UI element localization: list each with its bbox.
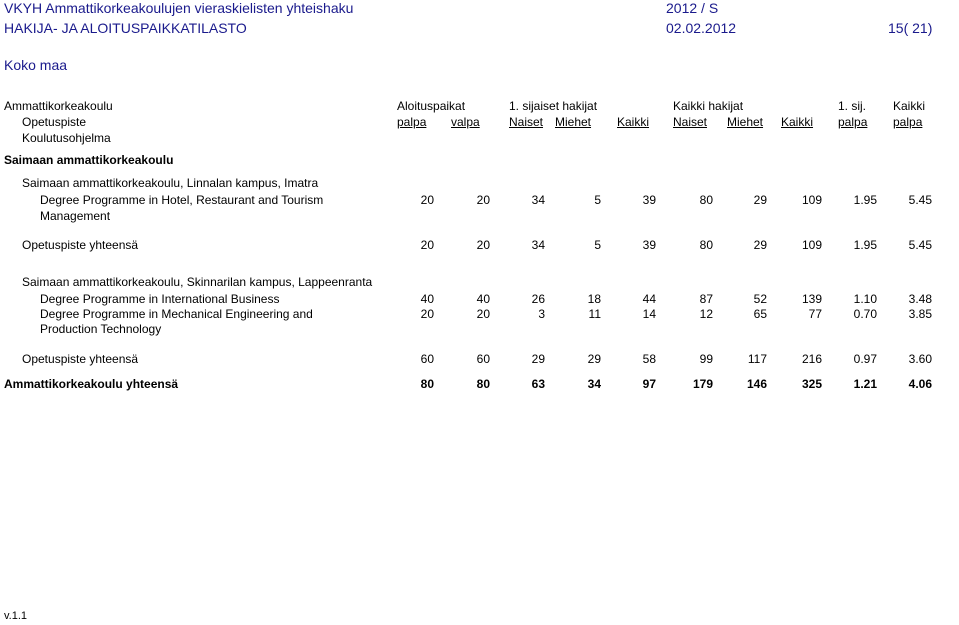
cell-naiset-all: 80 [699, 193, 713, 207]
campus-total-label: Opetuspiste yhteensä [22, 352, 139, 366]
cell-ratio-all: 3.85 [908, 307, 932, 321]
col-kaikki: Kaikki [617, 115, 650, 129]
cell-miehet-all: 117 [747, 352, 767, 366]
version-label: v.1.1 [4, 610, 28, 622]
cell-ratio-first: 0.97 [853, 352, 877, 366]
report-date: 02.02.2012 [666, 20, 737, 36]
cell-naiset: 26 [531, 292, 545, 306]
cell-kaikki: 44 [642, 292, 656, 306]
campus-total-label: Opetuspiste yhteensä [22, 238, 139, 252]
programme-name: Degree Programme in International Business [40, 292, 280, 306]
report-period: 2012 / S [666, 0, 719, 16]
cell-miehet-all: 29 [753, 193, 767, 207]
cell-valpa: 20 [476, 307, 490, 321]
cell-naiset: 3 [538, 307, 545, 321]
cell-naiset-all: 12 [699, 307, 713, 321]
cell-naiset: 63 [531, 377, 545, 391]
cell-valpa: 40 [476, 292, 490, 306]
cell-kaikki: 97 [642, 377, 656, 391]
report-title: VKYH Ammattikorkeakoulujen vieraskielisten yhteishaku [4, 0, 354, 16]
cell-valpa: 20 [476, 238, 490, 252]
col-naiset-all: Naiset [673, 115, 708, 129]
cell-ratio-all: 5.45 [908, 193, 932, 207]
col-group-aloituspaikat: Aloituspaikat [397, 99, 466, 113]
cell-ratio-first: 0.70 [853, 307, 877, 321]
col-miehet-all: Miehet [727, 115, 764, 129]
cell-kaikki: 14 [642, 307, 656, 321]
cell-naiset: 34 [531, 238, 545, 252]
cell-palpa: 20 [420, 307, 434, 321]
cell-miehet-all: 65 [753, 307, 767, 321]
col-opetuspiste: Opetuspiste [22, 115, 87, 129]
cell-naiset-all: 80 [699, 238, 713, 252]
region-label: Koko maa [4, 57, 68, 73]
col-naiset: Naiset [509, 115, 544, 129]
page-number: 15( 21) [888, 20, 933, 36]
cell-kaikki-all: 77 [808, 307, 822, 321]
cell-ratio-first: 1.95 [853, 193, 877, 207]
programme-name: Degree Programme in Hotel, Restaurant and Tourism [40, 193, 324, 207]
col-ammattikorkeakoulu: Ammattikorkeakoulu [4, 99, 113, 113]
cell-naiset-all: 99 [699, 352, 713, 366]
cell-miehet-all: 52 [753, 292, 767, 306]
cell-miehet-all: 29 [753, 238, 767, 252]
report-subtitle: HAKIJA- JA ALOITUSPAIKKATILASTO [4, 20, 247, 36]
col-group-all-ratio: Kaikki [893, 99, 926, 113]
cell-ratio-first: 1.95 [853, 238, 877, 252]
col-koulutusohjelma: Koulutusohjelma [22, 131, 111, 145]
cell-miehet: 34 [587, 377, 601, 391]
school-total-label: Ammattikorkeakoulu yhteensä [4, 377, 179, 391]
col-group-first-choice: 1. sijaiset hakijat [509, 99, 598, 113]
school-name: Saimaan ammattikorkeakoulu [4, 153, 174, 167]
campus-name: Saimaan ammattikorkeakoulu, Skinnarilan kampus, Lappeenranta [22, 275, 373, 289]
cell-kaikki-all: 139 [801, 292, 822, 306]
col-ratio-palpa-1: palpa [838, 115, 868, 129]
cell-valpa: 80 [476, 377, 490, 391]
programme-name: Degree Programme in Mechanical Engineering and [40, 307, 313, 321]
cell-ratio-first: 1.10 [853, 292, 877, 306]
cell-palpa: 60 [420, 352, 434, 366]
cell-ratio-all: 3.48 [908, 292, 932, 306]
col-ratio-palpa-2: palpa [893, 115, 923, 129]
cell-ratio-all: 3.60 [908, 352, 932, 366]
programme-name-cont: Management [40, 209, 111, 223]
cell-miehet: 18 [587, 292, 601, 306]
col-group-all-applicants: Kaikki hakijat [673, 99, 744, 113]
cell-ratio-all: 5.45 [908, 238, 932, 252]
cell-ratio-all: 4.06 [908, 377, 932, 391]
cell-miehet: 11 [588, 307, 601, 321]
cell-valpa: 60 [476, 352, 490, 366]
cell-miehet: 5 [594, 238, 601, 252]
cell-ratio-first: 1.21 [853, 377, 877, 391]
cell-kaikki-all: 109 [801, 238, 822, 252]
cell-naiset-all: 179 [692, 377, 713, 391]
cell-palpa: 20 [420, 193, 434, 207]
cell-valpa: 20 [476, 193, 490, 207]
cell-palpa: 80 [420, 377, 434, 391]
col-miehet: Miehet [555, 115, 592, 129]
cell-kaikki-all: 325 [801, 377, 822, 391]
cell-kaikki-all: 216 [801, 352, 822, 366]
cell-palpa: 40 [420, 292, 434, 306]
cell-miehet: 5 [594, 193, 601, 207]
col-group-first-choice-ratio: 1. sij. [838, 99, 867, 113]
cell-kaikki: 58 [642, 352, 656, 366]
cell-kaikki: 39 [642, 193, 656, 207]
cell-naiset: 34 [531, 193, 545, 207]
cell-kaikki: 39 [642, 238, 656, 252]
col-kaikki-all: Kaikki [781, 115, 814, 129]
cell-miehet-all: 146 [746, 377, 767, 391]
cell-naiset: 29 [531, 352, 545, 366]
campus-name: Saimaan ammattikorkeakoulu, Linnalan kampus, Imatra [22, 176, 319, 190]
cell-naiset-all: 87 [699, 292, 713, 306]
cell-kaikki-all: 109 [801, 193, 822, 207]
col-valpa: valpa [451, 115, 480, 129]
col-palpa: palpa [397, 115, 427, 129]
cell-palpa: 20 [420, 238, 434, 252]
programme-name-cont: Production Technology [40, 322, 162, 336]
cell-miehet: 29 [587, 352, 601, 366]
